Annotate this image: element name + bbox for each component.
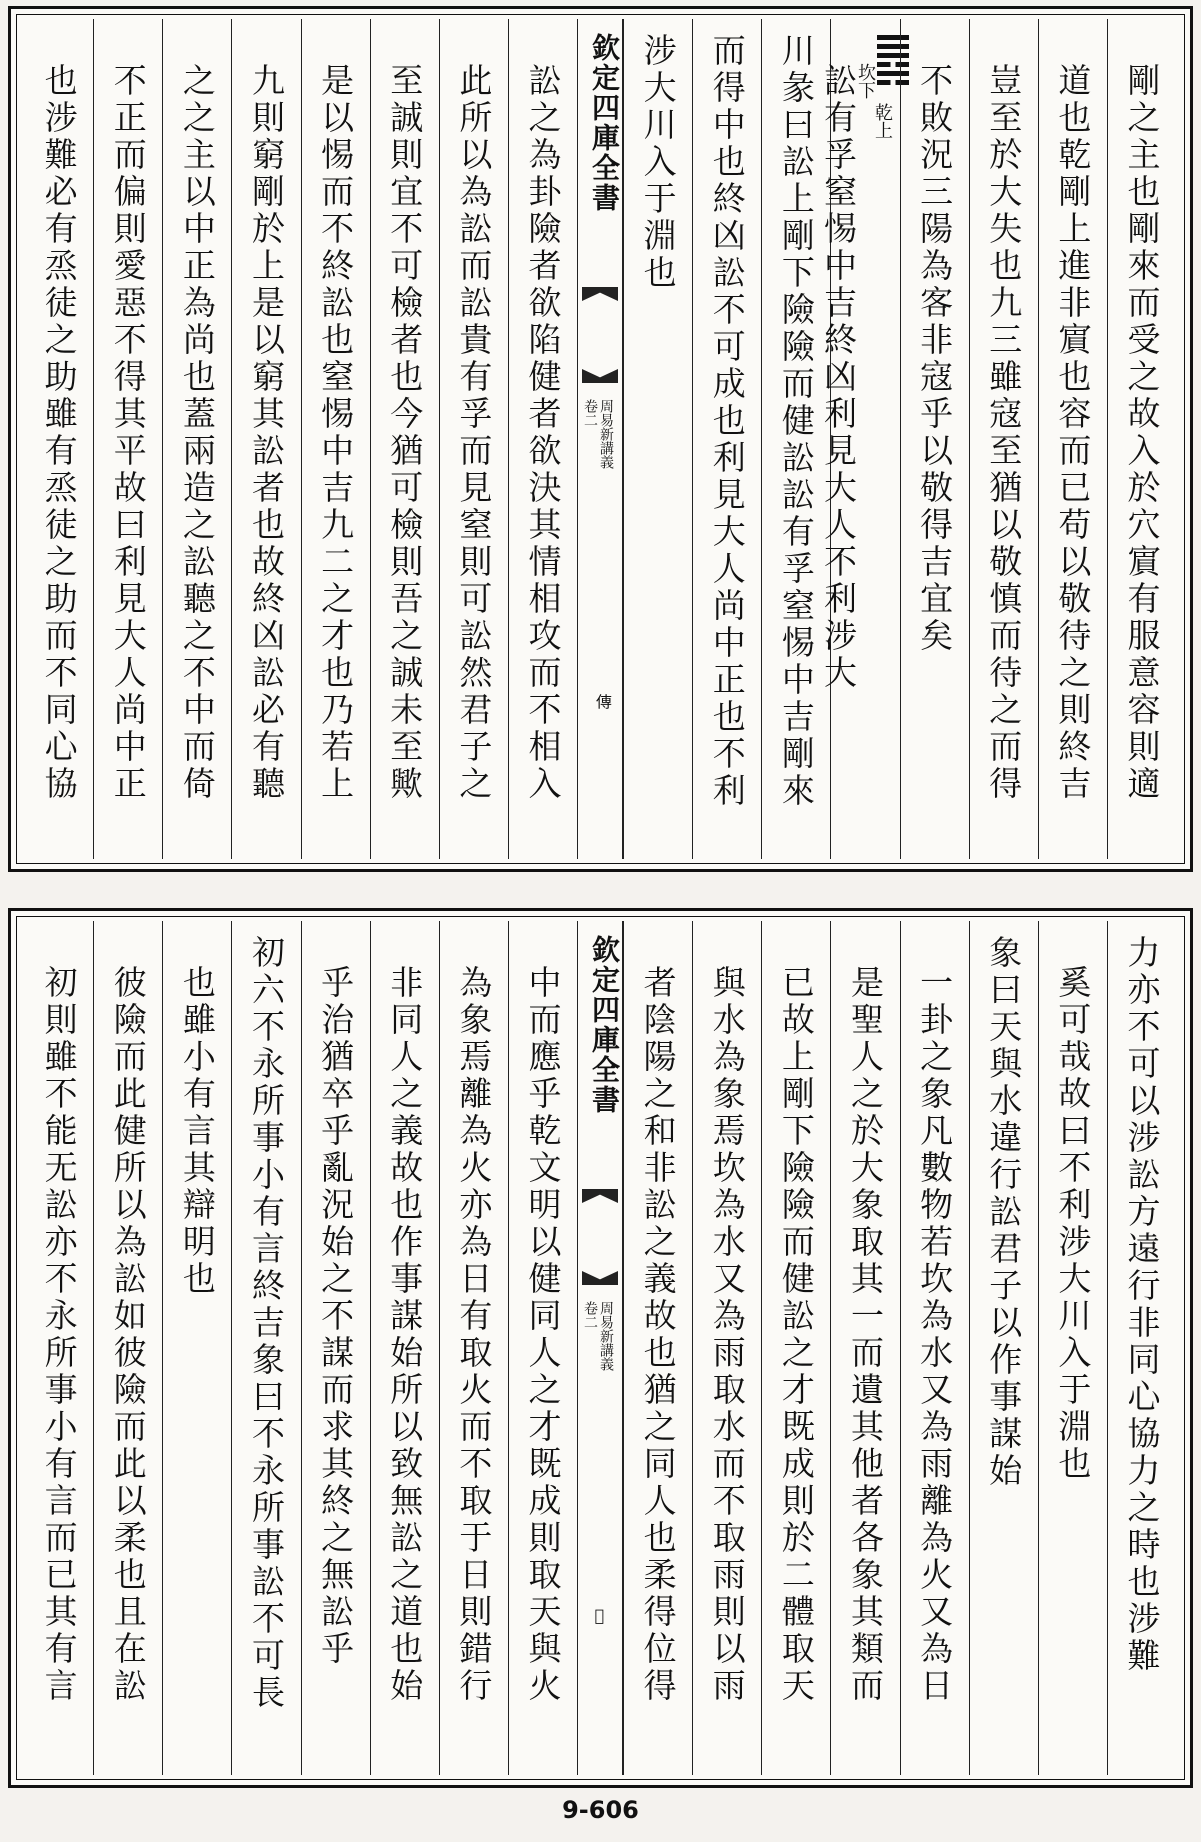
text-column — [900, 19, 969, 859]
column-text: 至誠則宜不可檢者也今猶可檢則吾之誠未至歟 — [385, 63, 425, 803]
fish-tail-icon — [582, 287, 618, 301]
page-number: 9-606 — [562, 1796, 639, 1824]
text-column — [1038, 19, 1107, 859]
hexagram-column — [818, 19, 899, 859]
text-column — [692, 921, 761, 1775]
fold-title: 欽定四庫全書 — [588, 33, 621, 213]
text-column — [439, 19, 508, 859]
text-column — [301, 921, 370, 1775]
fold-book-title: 周易新講義 卷二 — [582, 399, 614, 469]
column-text: 初六不永所事小有言終吉象曰不永所事訟不可長 — [246, 935, 286, 1712]
text-column — [162, 921, 231, 1775]
column-text: 也涉難必有烝徒之助雖有烝徒之助而不同心協 — [39, 63, 79, 803]
text-column — [761, 921, 830, 1775]
text-column — [508, 921, 577, 1775]
fold-page-number: 𫝍 — [590, 1606, 609, 1625]
text-column — [370, 19, 439, 859]
column-text: 力亦不可以涉訟方遠行非同心協力之時也涉難 — [1122, 935, 1162, 1675]
column-text: 彼險而此健所以為訟如彼險而此以柔也且在訟 — [108, 965, 148, 1705]
text-column — [830, 921, 899, 1775]
column-text: 川彖曰訟上剛下險險而健訟訟有孚窒惕中吉剛來 — [776, 33, 816, 810]
column-text: 與水為象焉坎為水又為雨取水而不取雨則以雨 — [707, 965, 747, 1705]
column-text: 訟有孚窒惕中吉終凶利見大人不利涉大 — [818, 63, 858, 692]
column-text: 訟之為卦險者欲陷健者欲決其情相攻而不相入 — [523, 63, 563, 803]
column-text: 九則窮剛於上是以窮其訟者也故終凶訟必有聽 — [246, 63, 286, 803]
text-column — [900, 921, 969, 1775]
column-text: 不正而偏則愛惡不得其平故曰利見大人尚中正 — [108, 63, 148, 803]
bottom-page — [8, 908, 1193, 1788]
fold-page-number: 𫝊 — [593, 693, 612, 709]
column-text: 中而應乎乾文明以健同人之才既成則取天與火 — [523, 965, 563, 1705]
fish-tail-icon — [582, 369, 618, 383]
column-text: 是以惕而不終訟也窒惕中吉九二之才也乃若上 — [316, 63, 356, 803]
text-column — [1107, 19, 1176, 859]
top-page — [8, 6, 1193, 872]
trigram-lower: 坎下 — [854, 63, 876, 99]
column-text: 豈至於大失也九三雖寇至猶以敬慎而待之而得 — [984, 63, 1024, 803]
column-text: 奚可哉故曰不利涉大川入于淵也 — [1053, 965, 1093, 1483]
text-column — [25, 921, 93, 1775]
fold-title: 欽定四庫全書 — [588, 935, 621, 1115]
text-column — [692, 19, 761, 859]
text-column — [969, 921, 1038, 1775]
top-columns — [25, 19, 1176, 859]
column-text: 道也乾剛上進非賔也容而已苟以敬待之則終吉 — [1053, 63, 1093, 803]
text-column — [370, 921, 439, 1775]
column-text: 而得中也終凶訟不可成也利見大人尚中正也不利 — [707, 33, 747, 810]
trigram-upper: 乾上 — [871, 103, 893, 139]
fish-tail-icon — [582, 1189, 618, 1203]
column-text: 涉大川入于淵也 — [638, 33, 678, 292]
column-text: 不敗況三陽為客非寇乎以敬得吉宜矣 — [915, 63, 955, 655]
fish-tail-icon — [582, 1271, 618, 1285]
text-column — [623, 921, 692, 1775]
column-text: 之之主以中正為尚也蓋兩造之訟聽之不中而倚 — [177, 63, 217, 803]
fold-spine — [577, 921, 623, 1775]
text-column — [25, 19, 93, 859]
text-column — [1107, 921, 1176, 1775]
bottom-columns — [25, 921, 1176, 1775]
text-column — [231, 19, 300, 859]
column-text: 也雖小有言其辯明也 — [177, 965, 217, 1298]
column-text: 初則雖不能无訟亦不永所事小有言而已其有言 — [39, 965, 79, 1705]
text-column — [301, 19, 370, 859]
text-column — [93, 19, 162, 859]
text-column — [162, 19, 231, 859]
column-text: 象曰天與水違行訟君子以作事謀始 — [984, 935, 1024, 1490]
column-text: 已故上剛下險險而健訟之才既成則於二體取天 — [776, 965, 816, 1705]
column-text: 此所以為訟而訟貴有孚而見窒則可訟然君子之 — [454, 63, 494, 803]
column-text: 乎治猶卒乎亂況始之不謀而求其終之無訟乎 — [316, 965, 356, 1668]
text-column — [623, 19, 692, 859]
column-text: 者陰陽之和非訟之義故也猶之同人也柔得位得 — [638, 965, 678, 1705]
text-column — [231, 921, 300, 1775]
column-text: 剛之主也剛來而受之故入於穴賔有服意容則適 — [1122, 63, 1162, 803]
fold-book-title: 周易新講義 卷二 — [582, 1301, 614, 1371]
column-text: 為象焉離為火亦為日有取火而不取于日則錯行 — [454, 965, 494, 1705]
column-text: 一卦之象凡數物若坎為水又為雨離為火又為日 — [915, 965, 955, 1705]
text-column — [1038, 921, 1107, 1775]
fold-spine — [577, 19, 623, 859]
text-column — [93, 921, 162, 1775]
text-column — [439, 921, 508, 1775]
text-column — [508, 19, 577, 859]
column-text: 非同人之義故也作事謀始所以致無訟之道也始 — [385, 965, 425, 1705]
text-column — [969, 19, 1038, 859]
column-text: 是聖人之於大象取其一而遺其他者各象其類而 — [845, 965, 885, 1705]
